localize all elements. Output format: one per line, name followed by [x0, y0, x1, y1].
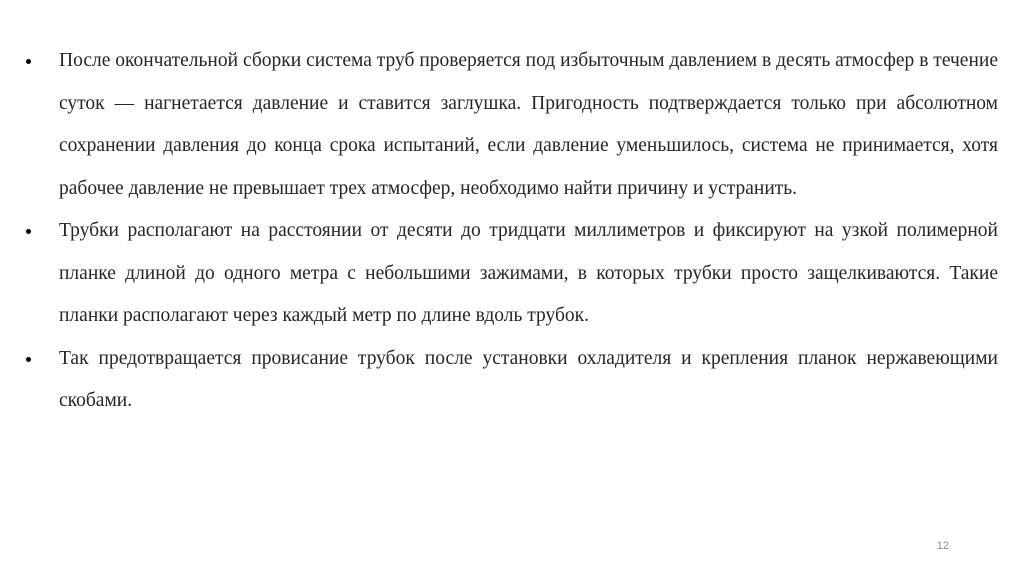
bullet-item-pressure-test — [26, 40, 998, 210]
bullet-list — [26, 40, 998, 423]
bullet-item-sag-prevention — [26, 338, 998, 423]
bullet-text: После окончательной сборки система труб проверяется под избыточным давлением в десять атмосфер в течение суток — нагнетается давление и ставится заглушка. Пригодность подтверждается только при абсолютном сохранении давления до конца срока испытаний, если давление уменьшилось, система не принимается, хотя рабочее давление не превышает трех атмосфер, необходимо найти причину и устранить. — [59, 50, 998, 199]
bullet-dot-icon — [26, 59, 31, 64]
bullet-dot-icon — [26, 229, 31, 234]
bullet-text: Так предотвращается провисание трубок после установки охладителя и крепления планок нержавеющими скобами. — [59, 347, 998, 411]
bullet-item-tube-placement — [26, 210, 998, 338]
bullet-text: Трубки располагают на расстоянии от десяти до тридцати миллиметров и фиксируют на узкой полимерной планке длиной до одного метра с небольшими зажимами, в которых трубки просто защелкиваются. Такие планки располагают через каждый метр по длине вдоль трубок. — [59, 220, 998, 326]
page-number: 12 — [936, 540, 949, 552]
bullet-dot-icon — [26, 357, 31, 362]
